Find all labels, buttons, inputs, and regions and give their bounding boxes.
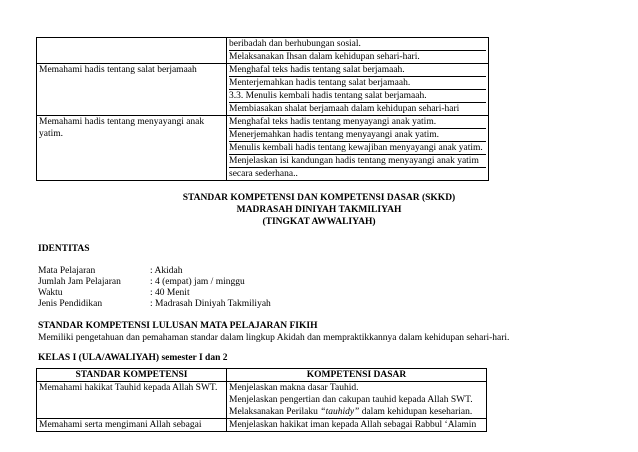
kelas-table — [36, 368, 487, 432]
kd-line: Menghafal teks hadis tentang menyayangi anak yatim. — [229, 117, 437, 127]
header-standar-kompetensi: STANDAR KOMPETENSI — [37, 369, 227, 382]
kd-cell — [227, 419, 487, 432]
kd-line: beribadah dan berhubungan sosial. — [229, 39, 361, 49]
kd-line: Melaksanakan Ihsan dalam kehidupan sehari-hari. — [229, 50, 486, 63]
identitas-label: Jenis Pendidikan — [38, 299, 103, 309]
sk-cell — [37, 38, 227, 64]
kd-cell — [227, 38, 489, 64]
doc-heading-line3: (TINGKAT AWWALIYAH) — [262, 217, 376, 227]
kd-line: Menjelaskan isi kandungan hadis tentang menyayangi anak yatim — [229, 154, 486, 167]
skl-title: STANDAR KOMPETENSI LULUSAN MATA PELAJARAN FIKIH — [38, 321, 318, 331]
identitas-value: : Akidah — [150, 266, 183, 276]
sk-cell: Memahami hakikat Tauhid kepada Allah SWT. — [37, 382, 227, 419]
kd-text: dalam kehidupan keseharian. — [359, 407, 473, 417]
table-row — [37, 116, 489, 181]
sk-line: Memahami hadis tentang salat berjamaah — [39, 65, 197, 75]
kd-line: secara sederhana.. — [229, 167, 486, 180]
identitas-label: Jumlah Jam Pelajaran — [38, 277, 121, 287]
doc-heading-line1: STANDAR KOMPETENSI DAN KOMPETENSI DASAR (SKKD) — [182, 193, 456, 203]
kd-text: Melaksanakan Perilaku — [229, 407, 321, 417]
kd-line: Menjelaskan pengertian dan cakupan tauhid kepada Allah SWT. — [229, 395, 473, 405]
identitas-label: Mata Pelajaran — [38, 266, 96, 276]
kd-line: Menjelaskan makna dasar Tauhid. — [229, 383, 359, 393]
header-kompetensi-dasar: KOMPETENSI DASAR — [227, 369, 487, 382]
identitas-value: : 40 Menit — [150, 288, 190, 298]
table-row — [37, 382, 487, 419]
kd-cell — [227, 382, 487, 419]
sk-cell: Memahami serta mengimani Allah sebagai — [37, 419, 227, 432]
kd-line: Menterjemahkan hadis tentang salat berjamaah. — [229, 76, 486, 89]
table-row — [37, 38, 489, 64]
kd-line: Membiasakan shalat berjamaah dalam kehidupan sehari-hari — [229, 102, 486, 115]
sk-cell — [37, 116, 227, 181]
sk-line: yatim. — [39, 129, 64, 139]
doc-heading-line2: MADRASAH DINIYAH TAKMILIYAH — [236, 205, 402, 215]
kelas-title: KELAS I (ULA/AWALIYAH) semester I dan 2 — [38, 353, 228, 363]
table-row — [37, 64, 489, 116]
identitas-label: Waktu — [38, 288, 63, 298]
identitas-value: : 4 (empat) jam / minggu — [150, 277, 245, 287]
sk-line: Memahami hadis tentang menyayangi anak — [39, 117, 205, 127]
kd-line: Menerjemahkan hadis tentang menyayangi anak yatim. — [229, 128, 486, 141]
kd-line: Menulis kembali hadis tentang kewajiban menyayangi anak yatim. — [229, 141, 486, 154]
kd-line: 3.3. Menulis kembali hadis tentang salat berjamaah. — [229, 89, 486, 102]
identitas-value: : Madrasah Diniyah Takmiliyah — [150, 299, 271, 309]
kd-italic-term: “tauhidy” — [320, 407, 360, 417]
kd-continuation-table — [36, 37, 489, 181]
kd-line — [229, 406, 484, 418]
table-row — [37, 419, 487, 432]
kd-line: Menghafal teks hadis tentang salat berjamaah. — [229, 65, 405, 75]
kd-line: Menjelaskan hakikat iman kepada Allah sebagai Rabbul ‘Alamin — [229, 420, 477, 430]
identitas-title: IDENTITAS — [38, 244, 90, 254]
skl-text: Memiliki pengetahuan dan pemahaman standar dalam lingkup Akidah dan mempraktikkannya dalam kehidupan sehari-hari. — [38, 333, 510, 343]
kd-cell — [227, 116, 489, 181]
sk-cell — [37, 64, 227, 116]
kd-cell — [227, 64, 489, 116]
